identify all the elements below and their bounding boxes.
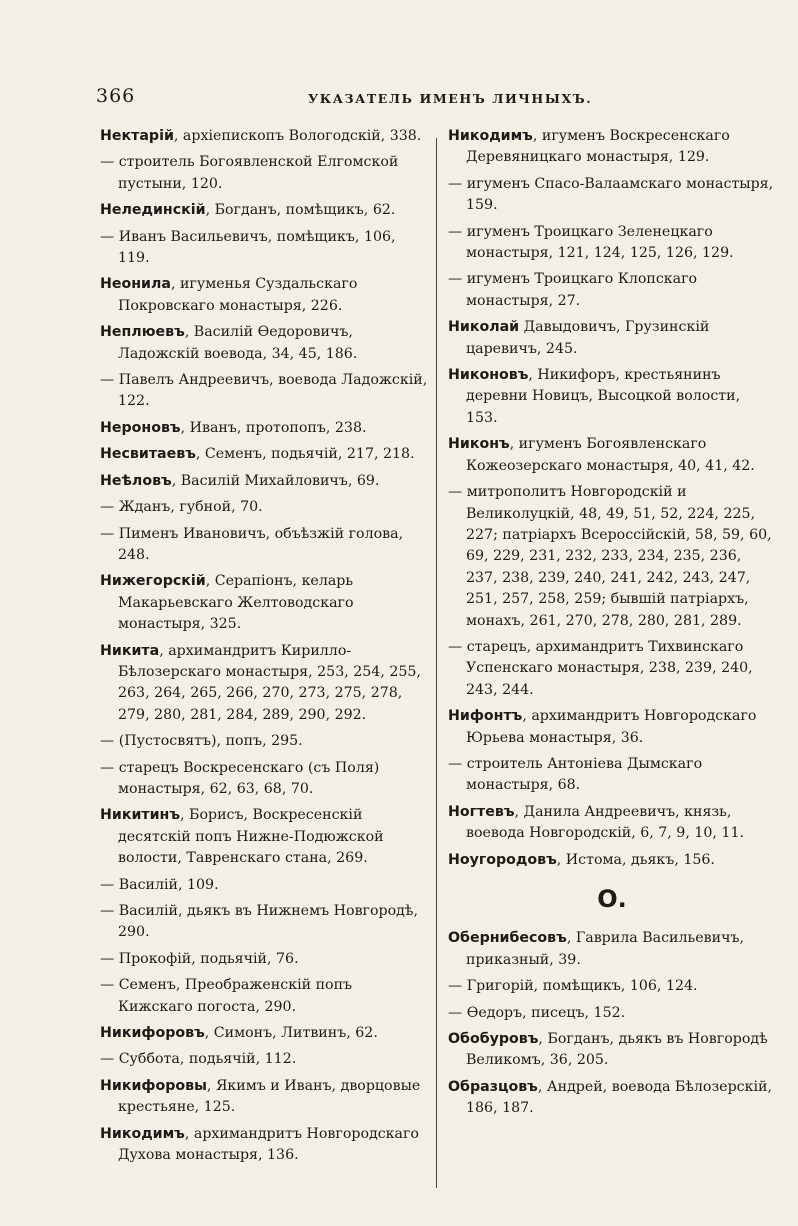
entry-headword: Никодимъ [100, 1125, 185, 1142]
index-entry [448, 1077, 776, 1120]
entry-text: , архимандритъ Новгородскаго Юрьева монастыря, 36. [466, 708, 757, 746]
index-entry [100, 444, 428, 465]
index-subentry: — (Пустосвятъ), попъ, 295. [100, 733, 303, 750]
entry-text: , Борисъ, Воскресенскій десятскій попъ Нижне-Подюжской волости, Тавренскаго стана, 269. [118, 807, 384, 867]
index-subentry: — старецъ Воскресенскаго (съ Поля) монастыря, 62, 63, 68, 70. [100, 759, 380, 797]
entry-text: , игуменъ Воскресенскаго Деревяницкаго монастыря, 129. [466, 128, 730, 166]
index-subentry: — митрополитъ Новгородскій и Великолуцкій, 48, 49, 51, 52, 224, 225, 227; патріархъ Всероссійскій, 58, 59, 60, 69, 229, 231, 232, 233, 234, 235, 236, 237, 238, 239, 240, 241, 242, 243, 247, 251, 257, 258, 259; бывшій патріархъ, монахъ, 261, 270, 278, 280, 281, 289. [448, 484, 772, 629]
entry-headword: Неонила [100, 276, 171, 293]
index-subentry: — игуменъ Троицкаго Зеленецкаго монастыря, 121, 124, 125, 126, 129. [448, 223, 734, 262]
entry-headword: Обернибесовъ [448, 930, 567, 947]
index-entry [100, 274, 428, 317]
index-entry [448, 802, 776, 845]
entry-text: , Симонъ, Литвинъ, 62. [204, 1025, 378, 1042]
entry-headword: Нероновъ [100, 419, 181, 436]
index-subentry: — Жданъ, губной, 70. [100, 499, 263, 516]
index-subentry: — игуменъ Спасо-Валаамскаго монастыря, 159. [448, 175, 774, 214]
entry-text: , Василій Михайловичъ, 69. [171, 472, 380, 489]
index-entry [100, 200, 428, 221]
entry-headword: Никонъ [448, 436, 510, 453]
entry-headword: Никодимъ [448, 128, 533, 144]
entry-text: , Гаврила Васильевичъ, приказный, 39. [466, 930, 744, 968]
entry-headword: Нижегорскій [100, 573, 206, 590]
entry-text: , игуменья Суздальскаго Покровскаго монастыря, 226. [118, 276, 358, 314]
index-subentry: — Иванъ Васильевичъ, помѣщикъ, 106, 119. [100, 228, 396, 267]
entry-text: , игуменъ Богоявленскаго Кожеозерскаго монастыря, 40, 41, 42. [466, 436, 755, 474]
entry-headword: Неплюевъ [100, 324, 185, 341]
entry-headword: Нелединскій [100, 202, 206, 219]
entry-headword: Неѣловъ [100, 472, 172, 489]
entry-headword: Ногтевъ [448, 803, 515, 820]
index-entry [100, 1023, 428, 1044]
entry-headword: Обобуровъ [448, 1031, 539, 1048]
index-entry [448, 126, 776, 169]
index-entry [100, 126, 428, 147]
entry-headword: Нектарій [100, 128, 174, 144]
index-entry [100, 571, 428, 635]
index-subentry: — строитель Богоявленской Елгомской пустыни, 120. [100, 154, 399, 192]
entry-headword: Никифоровы [100, 1077, 207, 1094]
entry-text: , Семенъ, подьячій, 217, 218. [195, 446, 415, 463]
index-entry [448, 317, 776, 360]
entry-text: , архіепископъ Вологодскій, 338. [173, 128, 422, 144]
entry-text: , Никифоръ, крестьянинъ деревни Новицъ, Высоцкой волости, 153. [466, 367, 741, 426]
entry-text: , Иванъ, протопопъ, 238. [180, 419, 367, 436]
entry-headword: Никифоровъ [100, 1025, 205, 1042]
index-subentry: — строитель Антоніева Дымскаго монастыря, 68. [448, 755, 703, 794]
entry-text: , архимандритъ Новгородскаго Духова монастыря, 136. [118, 1125, 419, 1164]
index-subentry: — Василій, дьякъ въ Нижнемъ Новгородѣ, 290. [100, 903, 418, 941]
index-entry [448, 928, 776, 971]
index-entry [100, 641, 428, 727]
index-subentry: — старецъ, архимандритъ Тихвинскаго Успенскаго монастыря, 238, 239, 240, 243, 244. [448, 638, 753, 698]
entry-headword: Никоновъ [448, 367, 529, 384]
left-column [100, 126, 428, 1171]
entry-headword: Нифонтъ [448, 708, 523, 725]
entry-headword: Никита [100, 642, 160, 659]
entry-headword: Никитинъ [100, 807, 181, 824]
page-number: 366 [96, 85, 136, 107]
index-subentry: — Семенъ, Преображенскій попъ Кижскаго погоста, 290. [100, 977, 353, 1015]
index-subentry: — Пименъ Ивановичъ, объѣзжій голова, 248. [100, 525, 404, 563]
index-entry [448, 365, 776, 429]
entry-text: , Якимъ и Иванъ, дворцовые крестьяне, 125. [118, 1077, 421, 1116]
entry-text: , Богданъ, дьякъ въ Новгородѣ Великомъ, 36, 205. [466, 1031, 768, 1069]
entry-text: , Андрей, воевода Бѣлозерскій, 186, 187. [466, 1078, 772, 1117]
entry-headword: Николай [448, 319, 520, 336]
running-title: УКАЗАТЕЛЬ ИМЕНЪ ЛИЧНЫХЪ. [308, 91, 593, 106]
index-entry [100, 805, 428, 869]
entry-headword: Несвитаевъ [100, 446, 196, 463]
index-entry [100, 1124, 428, 1167]
index-entry [100, 418, 428, 439]
entry-text: , Василій Өедоровичъ, Ладожскій воевода, 34, 45, 186. [118, 324, 358, 362]
index-entry [448, 434, 776, 477]
index-subentry: — игуменъ Троицкаго Клопскаго монастыря, 27. [448, 271, 698, 309]
entry-text: , архимандритъ Кирилло-Бѣлозерскаго монастыря, 253, 254, 255, 263, 264, 265, 266, 270, 273, 275, 278, 279, 280, 281, 284, 289, 290, 292. [118, 642, 421, 723]
entry-headword: Ноугородовъ [448, 851, 557, 868]
index-entry [448, 850, 776, 871]
index-subentry: — Өедоръ, писецъ, 152. [448, 1004, 626, 1021]
index-subentry: — Павелъ Андреевичъ, воевода Ладожскій, 122. [100, 372, 428, 410]
index-entry [448, 1029, 776, 1072]
entry-headword: Образцовъ [448, 1078, 538, 1095]
entry-text: , Богданъ, помѣщикъ, 62. [205, 202, 396, 219]
column-divider [436, 138, 437, 1188]
entry-text: Давыдовичъ, Грузинскій царевичъ, 245. [466, 319, 710, 357]
page-header [96, 85, 756, 113]
entry-text: , Серапіонъ, келарь Макарьевскаго Желтоводскаго монастыря, 325. [118, 573, 354, 633]
entry-text: , Данила Андреевичъ, князь, воевода Новгородскій, 6, 7, 9, 10, 11. [466, 803, 744, 842]
index-entry [100, 1076, 428, 1119]
index-entry [448, 706, 776, 749]
section-letter: О. [597, 885, 627, 913]
index-entry [100, 471, 428, 492]
index-subentry: — Василій, 109. [100, 876, 219, 893]
index-entry [100, 322, 428, 365]
index-subentry: — Прокофій, подьячій, 76. [100, 950, 299, 967]
right-column [448, 126, 776, 1125]
index-subentry: — Григорій, помѣщикъ, 106, 124. [448, 978, 698, 995]
entry-text: , Истома, дьякъ, 156. [556, 851, 715, 868]
index-subentry: — Суббота, подьячій, 112. [100, 1051, 297, 1068]
